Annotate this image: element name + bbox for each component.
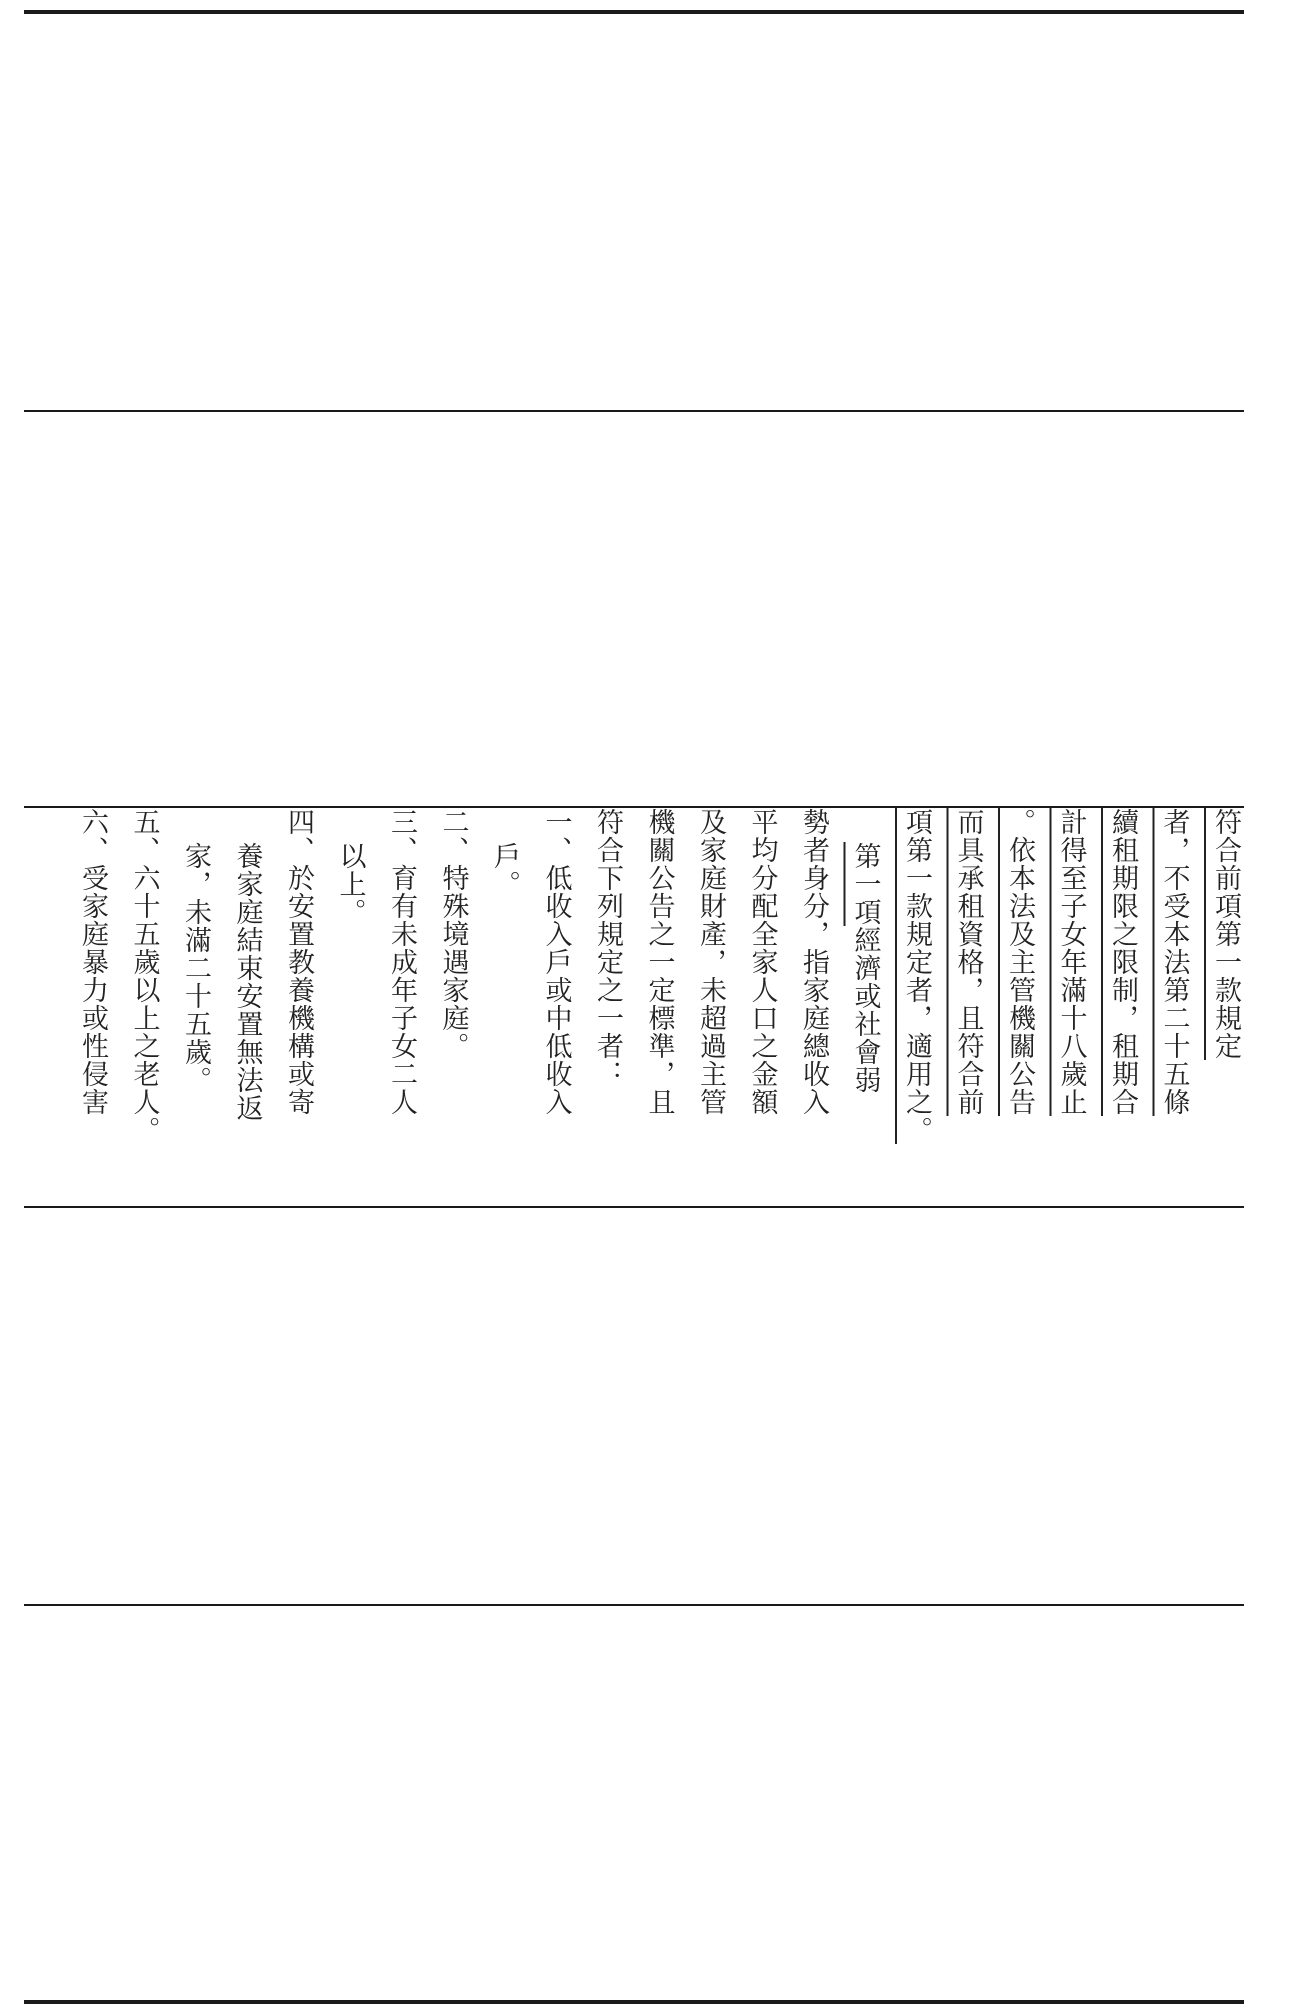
- vertical-text-block: [62, 808, 1242, 1173]
- text-column: 三、育有未成年子女二人: [386, 808, 417, 1116]
- text-column: 戶。: [489, 842, 520, 898]
- text-column: 者，不受本法第二十五條: [1158, 808, 1190, 1116]
- top-border-rule: [24, 10, 1244, 14]
- text-column: 平均分配全家人口之金額: [746, 808, 778, 1116]
- text-column: 二、特殊境遇家庭。: [437, 808, 469, 1060]
- row-divider-rule-4: [24, 1604, 1244, 1606]
- plain-phrase: 經濟或社會弱: [849, 926, 881, 1094]
- bottom-border-rule: [24, 2000, 1244, 2004]
- text-column: 四、於安置教養機構或寄: [283, 808, 314, 1116]
- text-column: 六、受家庭暴力或性侵害: [77, 808, 108, 1116]
- row-divider-rule-1: [24, 410, 1244, 412]
- text-column: 計得至子女年滿十八歲止: [1055, 808, 1087, 1116]
- text-column: 而具承租資格，且符合前: [952, 808, 984, 1116]
- text-column: 符合前項第一款規定: [1210, 808, 1241, 1060]
- text-column: 勢者身分，指家庭總收入: [798, 808, 829, 1116]
- text-column: 。依本法及主管機關公告: [1004, 808, 1035, 1116]
- text-column: 機關公告之一定標準，且: [643, 808, 675, 1116]
- text-column: 一、低收入戶或中低收入: [540, 808, 572, 1116]
- text-column: [848, 808, 882, 1207]
- text-column: 以上。: [334, 842, 366, 926]
- underlined-phrase: 第一項: [849, 842, 881, 926]
- text-column: 及家庭財產，未超過主管: [695, 808, 726, 1116]
- text-column: 家，未滿二十五歲。: [180, 842, 211, 1094]
- text-column: 符合下列規定之一者：: [592, 808, 623, 1088]
- text-column: 續租期限之限制，租期合: [1107, 808, 1138, 1116]
- text-column: 項第一款規定者，適用之。: [901, 808, 932, 1144]
- text-column: 五、六十五歲以上之老人。: [128, 808, 160, 1144]
- text-column: 養家庭結束安置無法返: [231, 842, 263, 1122]
